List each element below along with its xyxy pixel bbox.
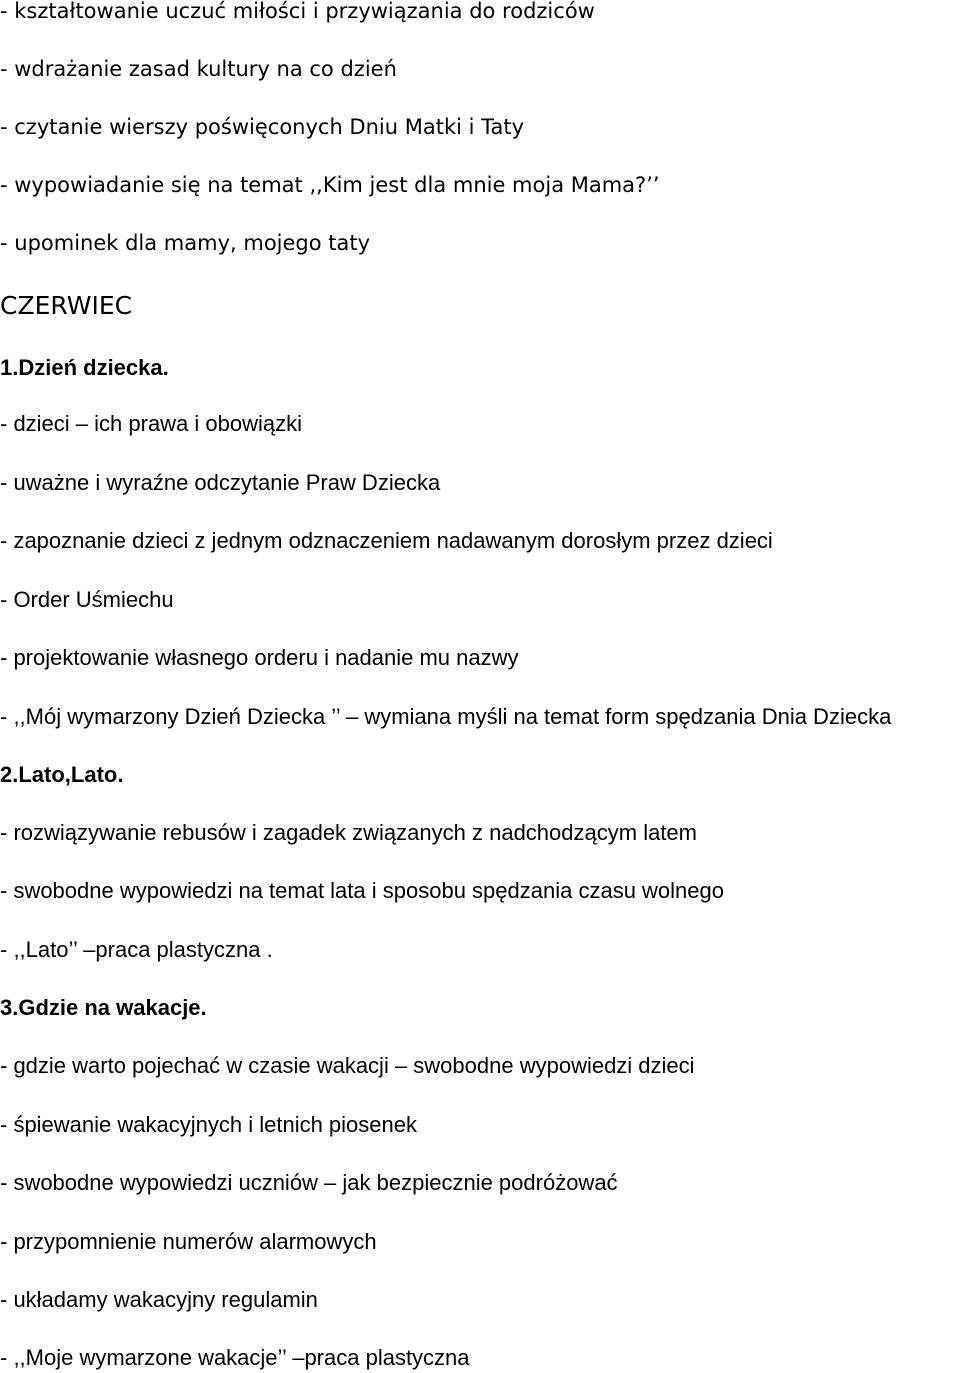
- list-item: - projektowanie własnego orderu i nadanie mu nazwy: [0, 645, 519, 670]
- section-title: 2.Lato,Lato.: [0, 762, 124, 787]
- list-item: - swobodne wypowiedzi uczniów – jak bezpiecznie podróżować: [0, 1170, 618, 1195]
- list-item: - zapoznanie dzieci z jednym odznaczeniem nadawanym dorosłym przez dzieci: [0, 528, 773, 553]
- list-item: - ,,Moje wymarzone wakacje’’ –praca plastyczna: [0, 1345, 470, 1370]
- intro-item: - kształtowanie uczuć miłości i przywiązania do rodziców: [0, 0, 595, 23]
- intro-item: - upominek dla mamy, mojego taty: [0, 231, 371, 255]
- list-item: - swobodne wypowiedzi na temat lata i sposobu spędzania czasu wolnego: [0, 878, 724, 903]
- intro-item: - wypowiadanie się na temat ,,Kim jest dla mnie moja Mama?’’: [0, 173, 660, 197]
- list-item: - uważne i wyraźne odczytanie Praw Dziecka: [0, 470, 441, 495]
- list-item: - przypomnienie numerów alarmowych: [0, 1229, 377, 1254]
- list-item: - rozwiązywanie rebusów i zagadek związanych z nadchodzącym latem: [0, 820, 697, 845]
- list-item: - śpiewanie wakacyjnych i letnich piosenek: [0, 1112, 417, 1137]
- list-item: - Order Uśmiechu: [0, 587, 174, 612]
- list-item: - układamy wakacyjny regulamin: [0, 1287, 318, 1312]
- intro-item: - wdrażanie zasad kultury na co dzień: [0, 57, 397, 81]
- intro-item: - czytanie wierszy poświęconych Dniu Matki i Taty: [0, 115, 525, 139]
- month-heading: CZERWIEC: [0, 291, 133, 320]
- list-item: - gdzie warto pojechać w czasie wakacji – swobodne wypowiedzi dzieci: [0, 1053, 695, 1078]
- section-title: 3.Gdzie na wakacje.: [0, 995, 207, 1020]
- section-title: 1.Dzień dziecka.: [0, 355, 169, 380]
- list-item: - ,,Lato’’ –praca plastyczna .: [0, 937, 273, 962]
- list-item: - dzieci – ich prawa i obowiązki: [0, 411, 303, 436]
- list-item: - ,,Mój wymarzony Dzień Dziecka ’’ – wymiana myśli na temat form spędzania Dnia Dziecka: [0, 704, 892, 729]
